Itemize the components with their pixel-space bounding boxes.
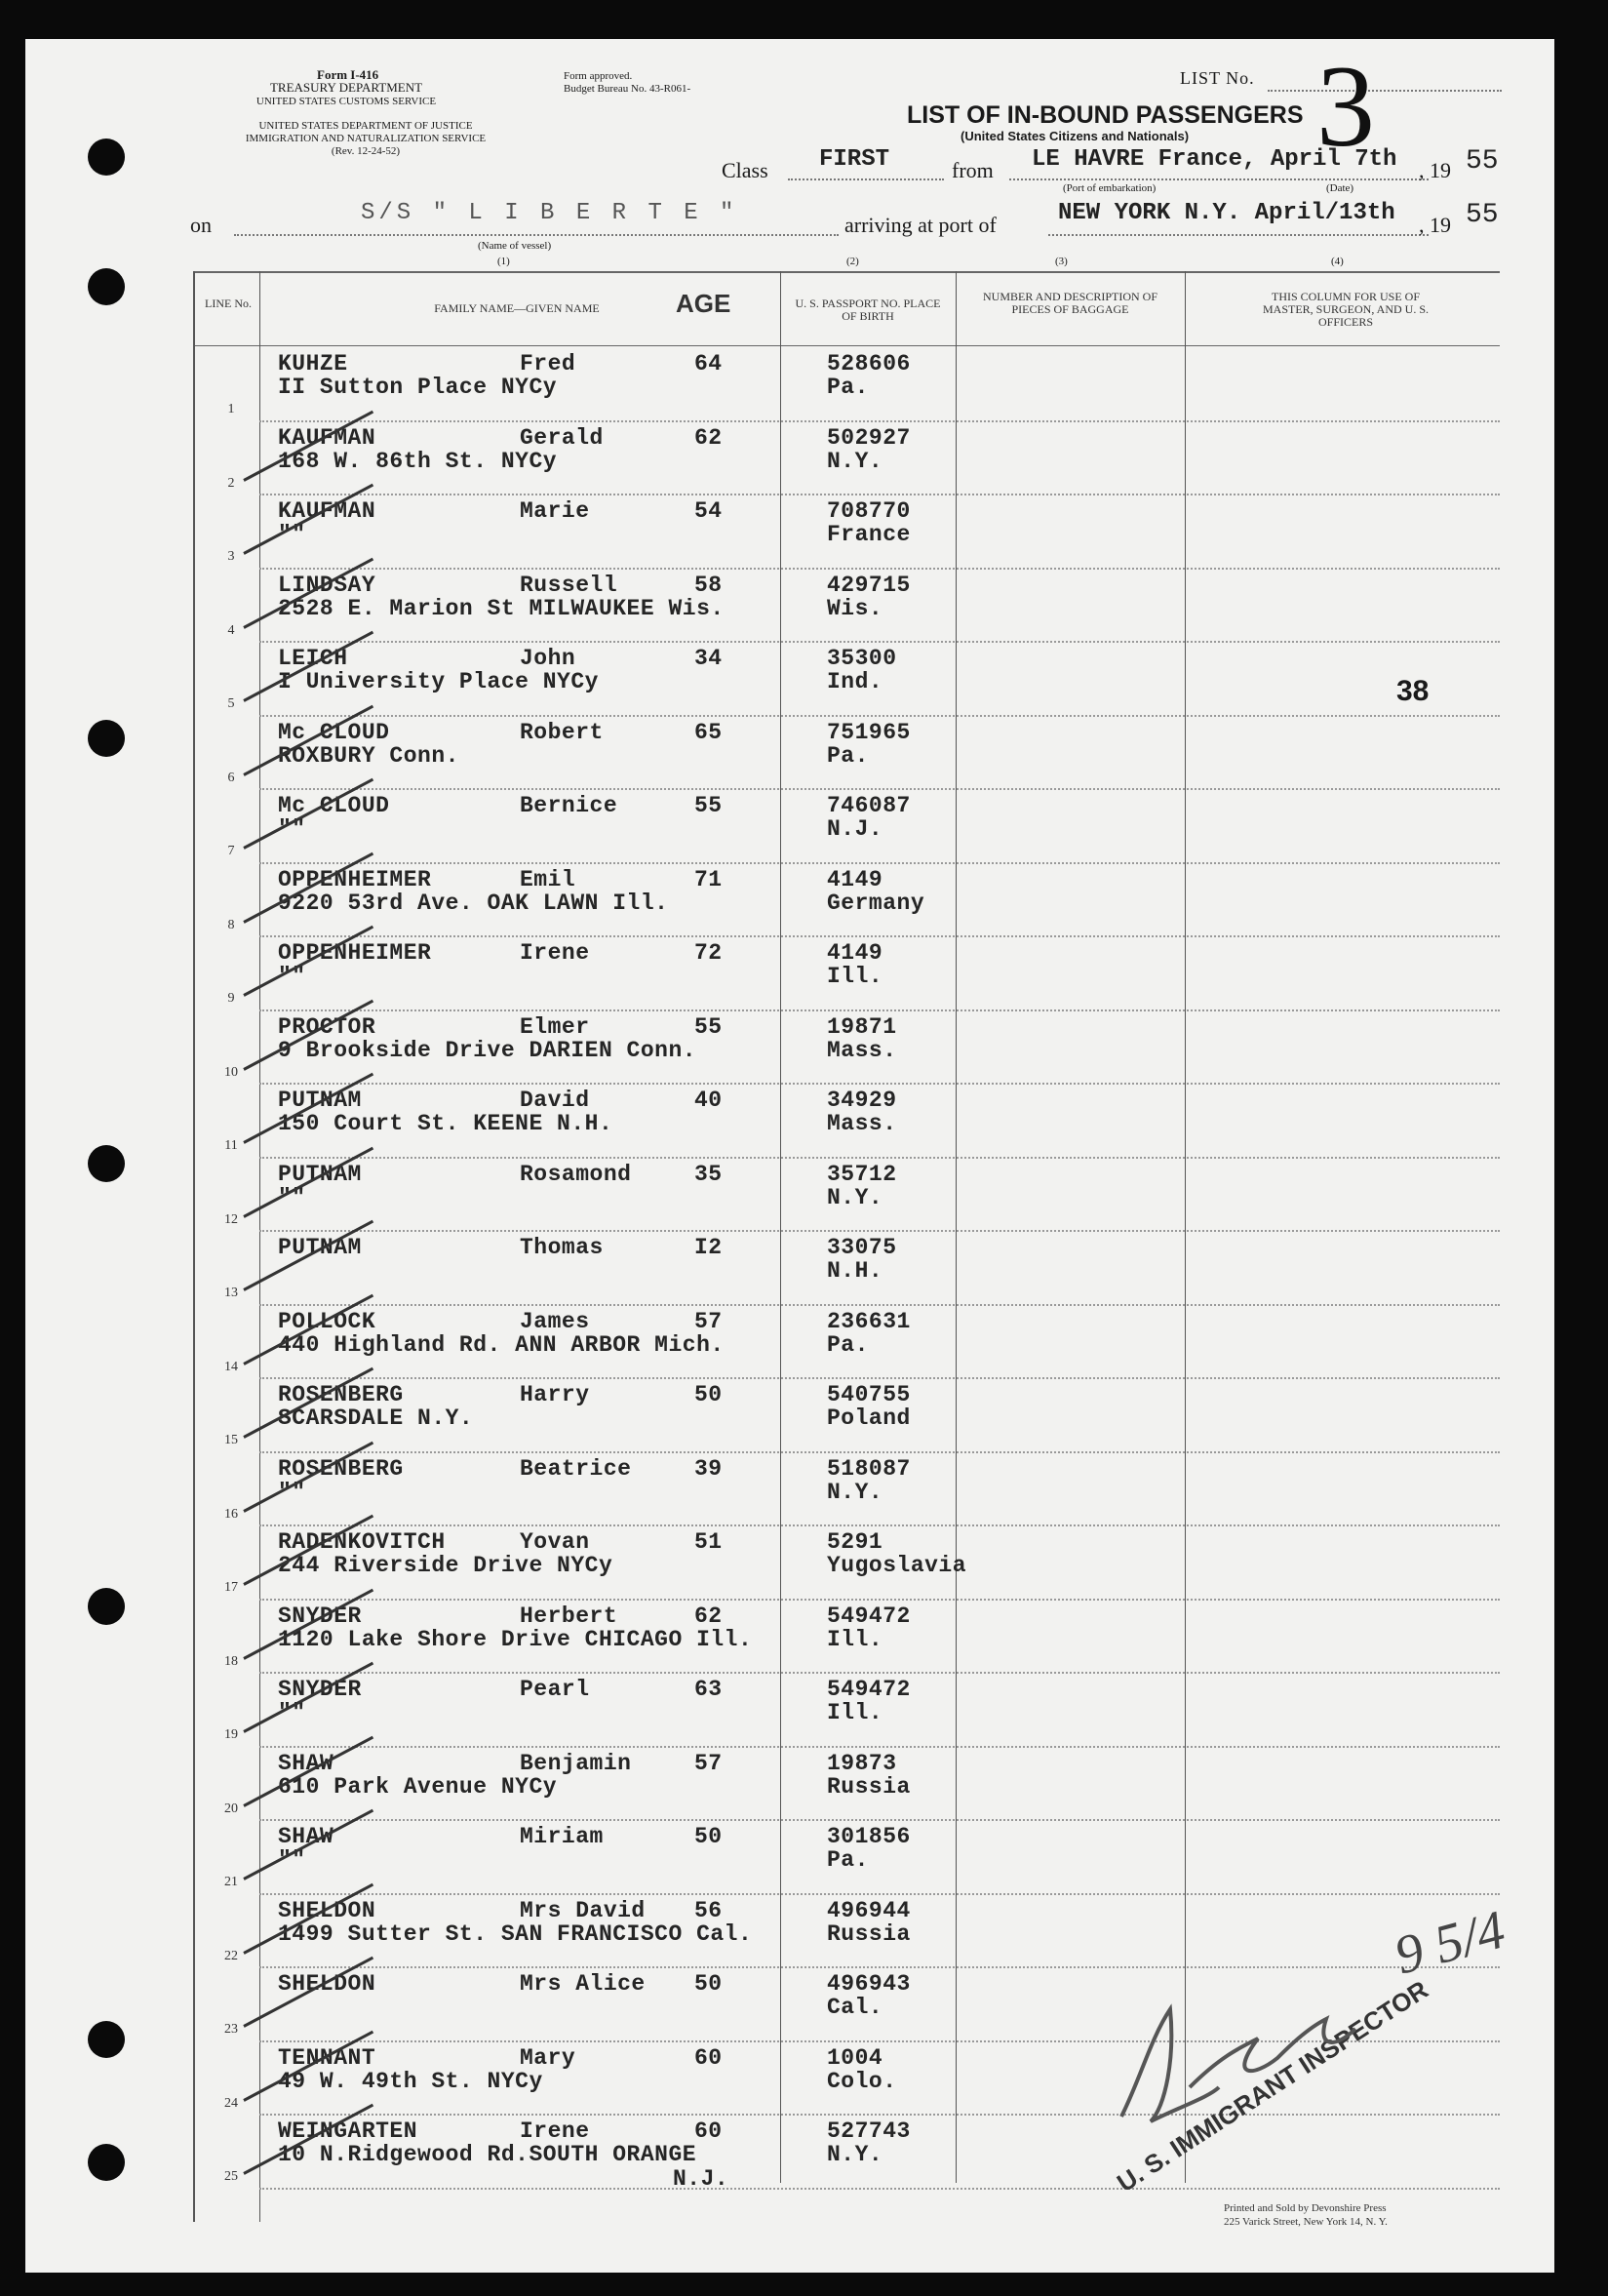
- passenger-address: 244 Riverside Drive NYCy: [278, 1553, 613, 1578]
- passport-number: 35712: [827, 1161, 897, 1187]
- passport-number: 549472: [827, 1677, 911, 1702]
- place-of-birth: Mass.: [827, 1037, 897, 1063]
- printer-line-1: Printed and Sold by Devonshire Press: [1224, 2202, 1387, 2214]
- inspector-fraction: 9 5/4: [1388, 1899, 1511, 1987]
- passport-number: 496943: [827, 1971, 911, 1997]
- col-line-divider: [259, 271, 260, 2222]
- punch-hole: [88, 268, 125, 305]
- passenger-family-name: LEICH: [278, 646, 348, 671]
- form-number: Form I-416: [317, 67, 379, 82]
- margin-number: 38: [1396, 675, 1430, 707]
- passenger-address: "": [278, 1847, 306, 1873]
- passenger-given-name: Robert: [520, 719, 604, 745]
- passenger-family-name: SNYDER: [278, 1677, 362, 1702]
- passport-number: 496944: [827, 1897, 911, 1923]
- passenger-family-name: OPPENHEIMER: [278, 866, 432, 892]
- passport-number: 527743: [827, 2118, 911, 2144]
- passenger-given-name: John: [520, 646, 576, 671]
- passenger-address: 2528 E. Marion St MILWAUKEE Wis.: [278, 595, 725, 621]
- vessel-value: S/S " L I B E R T E ": [361, 200, 738, 226]
- passenger-given-name: Beatrice: [520, 1455, 632, 1482]
- place-of-birth: Ill.: [827, 1700, 883, 1725]
- class-value: FIRST: [819, 146, 890, 173]
- passenger-address: "": [278, 1479, 306, 1505]
- passenger-family-name: LINDSAY: [278, 572, 376, 598]
- punch-hole: [88, 2021, 125, 2058]
- place-of-birth: Ill.: [827, 964, 883, 989]
- place-of-birth: N.Y.: [827, 448, 883, 474]
- passenger-age: 35: [694, 1161, 723, 1187]
- passport-number: 540755: [827, 1382, 911, 1407]
- row-separator: [259, 1672, 1500, 1674]
- passenger-family-name: KAUFMAN: [278, 424, 376, 451]
- row-separator: [259, 788, 1500, 790]
- passport-number: 33075: [827, 1235, 897, 1260]
- passenger-given-name: Mary: [520, 2044, 576, 2071]
- place-of-birth: Cal.: [827, 1995, 883, 2020]
- passenger-address: "": [278, 1700, 306, 1725]
- row-separator: [259, 1304, 1500, 1306]
- ins-service: IMMIGRATION AND NATURALIZATION SERVICE: [245, 133, 487, 144]
- passenger-address: "": [278, 964, 306, 989]
- arrival-value: NEW YORK N.Y. April/13th: [1058, 200, 1395, 226]
- place-of-birth: N.H.: [827, 1258, 883, 1284]
- form-approved: Form approved.: [564, 70, 633, 82]
- place-of-birth: Poland: [827, 1405, 911, 1431]
- passenger-given-name: Herbert: [520, 1603, 618, 1629]
- passenger-given-name: Harry: [520, 1382, 590, 1407]
- passenger-given-name: Pearl: [520, 1677, 590, 1702]
- line-number: 23: [224, 2022, 238, 2037]
- header-officers: THIS COLUMN FOR USE OF MASTER, SURGEON, AND U. S. OFFICERS: [1262, 290, 1430, 329]
- passenger-family-name: OPPENHEIMER: [278, 940, 432, 966]
- passport-number: 518087: [827, 1455, 911, 1482]
- passenger-age: 63: [694, 1677, 723, 1702]
- passenger-given-name: Rosamond: [520, 1161, 632, 1187]
- line-number: 24: [224, 2095, 238, 2111]
- row-separator: [259, 1599, 1500, 1601]
- passenger-age: 60: [694, 2118, 723, 2144]
- line-number: 19: [224, 1727, 238, 1742]
- passenger-age: 55: [694, 1013, 723, 1040]
- line-number: 18: [224, 1653, 238, 1669]
- passport-number: 34929: [827, 1088, 897, 1113]
- row-separator: [259, 494, 1500, 495]
- passenger-address: II Sutton Place NYCy: [278, 375, 558, 400]
- from-line: [1009, 178, 1429, 180]
- passenger-age: 62: [694, 424, 723, 451]
- passenger-age: 55: [694, 793, 723, 818]
- passenger-given-name: Yovan: [520, 1529, 590, 1555]
- passenger-address: "": [278, 522, 306, 547]
- row-separator: [259, 1230, 1500, 1232]
- row-separator: [259, 935, 1500, 937]
- revision: (Rev. 12-24-52): [331, 145, 401, 157]
- table-top-rule: [193, 271, 1500, 273]
- line-number: 22: [224, 1948, 238, 1963]
- place-of-birth: Wis.: [827, 595, 883, 621]
- from-label: from: [952, 158, 994, 182]
- place-of-birth: Russia: [827, 1773, 911, 1800]
- passenger-age: 64: [694, 351, 723, 376]
- place-of-birth: Mass.: [827, 1111, 897, 1136]
- passenger-address: 9 Brookside Drive DARIEN Conn.: [278, 1037, 697, 1063]
- line-number: 12: [224, 1211, 238, 1227]
- list-no-label: LIST No.: [1180, 68, 1255, 88]
- header-baggage: NUMBER AND DESCRIPTION OF PIECES OF BAGGAGE: [982, 290, 1158, 316]
- passport-number: 528606: [827, 351, 911, 376]
- passenger-family-name: SNYDER: [278, 1603, 362, 1629]
- passenger-address: 9220 53rd Ave. OAK LAWN Ill.: [278, 890, 669, 916]
- year-prefix-1: , 19: [1419, 158, 1451, 182]
- line-number: 6: [227, 770, 235, 785]
- line-number: 9: [227, 991, 235, 1006]
- passenger-given-name: Thomas: [520, 1235, 604, 1260]
- place-of-birth: Pa.: [827, 375, 869, 400]
- budget-bureau: Budget Bureau No. 43-R061-: [564, 83, 691, 95]
- place-of-birth: N.J.: [827, 816, 883, 842]
- row-separator: [259, 862, 1500, 864]
- line-number: 15: [224, 1433, 238, 1447]
- place-of-birth: Pa.: [827, 1847, 869, 1873]
- passenger-address: "": [278, 1184, 306, 1210]
- row-separator: [259, 568, 1500, 570]
- line-number: 7: [227, 844, 235, 858]
- line-number: 16: [224, 1506, 238, 1522]
- row-separator: [259, 1819, 1500, 1821]
- col-ref-3: (3): [1055, 256, 1068, 267]
- passenger-address-2: N.J.: [673, 2166, 729, 2192]
- passenger-family-name: SHAW: [278, 1750, 334, 1776]
- date-caption: (Date): [1326, 182, 1354, 194]
- passenger-age: 58: [694, 572, 723, 598]
- passenger-given-name: Benjamin: [520, 1750, 632, 1776]
- passenger-address: 1120 Lake Shore Drive CHICAGO Ill.: [278, 1626, 753, 1652]
- passenger-family-name: SHELDON: [278, 1897, 376, 1923]
- arriving-label: arriving at port of: [844, 213, 997, 237]
- row-separator: [259, 420, 1500, 422]
- col-name-divider: [780, 271, 781, 2183]
- vessel-caption: (Name of vessel): [478, 240, 552, 252]
- passport-number: 236631: [827, 1308, 911, 1334]
- passenger-given-name: Marie: [520, 498, 590, 524]
- passenger-address: 150 Court St. KEENE N.H.: [278, 1111, 613, 1136]
- passenger-family-name: PUTNAM: [278, 1235, 362, 1260]
- line-number: 5: [227, 696, 235, 711]
- passenger-family-name: ROSENBERG: [278, 1382, 404, 1407]
- place-of-birth: Pa.: [827, 1331, 869, 1358]
- place-of-birth: Colo.: [827, 2068, 897, 2094]
- row-separator: [259, 641, 1500, 643]
- passenger-age: 39: [694, 1455, 723, 1482]
- line-number: 14: [224, 1359, 238, 1374]
- passenger-given-name: Mrs David: [520, 1897, 646, 1923]
- passport-number: 35300: [827, 646, 897, 671]
- passenger-family-name: KUHZE: [278, 351, 348, 376]
- punch-hole: [88, 2144, 125, 2181]
- header-age: AGE: [676, 289, 731, 318]
- col-ref-1: (1): [497, 256, 510, 267]
- passenger-address: 168 W. 86th St. NYCy: [278, 448, 558, 474]
- year-2: 55: [1466, 200, 1499, 230]
- printer-line-2: 225 Varick Street, New York 14, N. Y.: [1224, 2216, 1388, 2228]
- passport-number: 751965: [827, 719, 911, 745]
- passport-number: 1004: [827, 2044, 883, 2071]
- passenger-given-name: Emil: [520, 866, 576, 892]
- form-subtitle: (United States Citizens and Nationals): [961, 129, 1190, 143]
- passenger-age: 54: [694, 498, 723, 524]
- passenger-given-name: Bernice: [520, 793, 618, 818]
- row-separator: [259, 1377, 1500, 1379]
- from-value: LE HAVRE France, April 7th: [1032, 146, 1397, 173]
- passenger-age: 71: [694, 866, 723, 892]
- passenger-family-name: WEINGARTEN: [278, 2118, 418, 2144]
- passenger-age: 56: [694, 1897, 723, 1923]
- passport-number: 549472: [827, 1603, 911, 1629]
- punch-hole: [88, 139, 125, 176]
- list-number: 3: [1316, 41, 1375, 171]
- passenger-address: 1499 Sutter St. SAN FRANCISCO Cal.: [278, 1920, 753, 1947]
- row-separator: [259, 715, 1500, 717]
- place-of-birth: Germany: [827, 890, 925, 916]
- passport-number: 429715: [827, 572, 911, 598]
- passport-number: 746087: [827, 793, 911, 818]
- passenger-age: 62: [694, 1603, 723, 1629]
- passenger-address: "": [278, 816, 306, 842]
- place-of-birth: France: [827, 522, 911, 547]
- passenger-age: 65: [694, 719, 723, 745]
- list-no-line: [1268, 90, 1502, 92]
- line-number: 3: [227, 549, 235, 564]
- passenger-family-name: PUTNAM: [278, 1088, 362, 1113]
- place-of-birth: Ill.: [827, 1626, 883, 1652]
- justice-dept: UNITED STATES DEPARTMENT OF JUSTICE: [258, 120, 473, 132]
- line-number: 2: [227, 475, 235, 491]
- passenger-age: 57: [694, 1308, 723, 1334]
- row-separator: [259, 1451, 1500, 1453]
- place-of-birth: N.Y.: [827, 1479, 883, 1505]
- passport-number: 301856: [827, 1824, 911, 1849]
- passenger-age: 40: [694, 1088, 723, 1113]
- line-number: 17: [224, 1580, 238, 1595]
- row-separator: [259, 1893, 1500, 1895]
- line-number: 4: [227, 622, 235, 638]
- passenger-age: 34: [694, 646, 723, 671]
- line-number: 25: [224, 2169, 238, 2184]
- line-number: 21: [224, 1875, 238, 1889]
- line-number: 10: [224, 1064, 238, 1080]
- passenger-given-name: Irene: [520, 940, 590, 966]
- col-passport-divider: [956, 271, 957, 2183]
- class-line: [788, 178, 944, 180]
- passenger-family-name: PUTNAM: [278, 1161, 362, 1187]
- col-ref-4: (4): [1331, 256, 1344, 267]
- passenger-family-name: KAUFMAN: [278, 498, 376, 524]
- inspector-stamp: U. S. IMMIGRANT INSPECTOR: [1112, 1974, 1433, 2198]
- place-of-birth: Yugoslavia: [827, 1553, 967, 1578]
- passenger-age: 57: [694, 1750, 723, 1776]
- vessel-line: [234, 234, 839, 236]
- punch-hole: [88, 720, 125, 757]
- passenger-family-name: SHAW: [278, 1824, 334, 1849]
- arrival-line: [1048, 234, 1429, 236]
- passenger-family-name: Mc CLOUD: [278, 719, 390, 745]
- place-of-birth: Pa.: [827, 742, 869, 769]
- passenger-given-name: Mrs Alice: [520, 1971, 646, 1997]
- passenger-address: SCARSDALE N.Y.: [278, 1405, 474, 1431]
- passport-number: 19873: [827, 1750, 897, 1776]
- col-ref-2: (2): [846, 256, 859, 267]
- passenger-family-name: ROSENBERG: [278, 1455, 404, 1482]
- place-of-birth: Russia: [827, 1920, 911, 1947]
- passport-number: 4149: [827, 940, 883, 966]
- passenger-given-name: James: [520, 1308, 590, 1334]
- table-header-rule: [193, 345, 1500, 346]
- treasury-dept: TREASURY DEPARTMENT: [269, 80, 423, 95]
- passenger-given-name: Fred: [520, 351, 576, 376]
- row-separator: [259, 1746, 1500, 1748]
- line-number: 13: [224, 1286, 238, 1300]
- col-baggage-divider: [1185, 271, 1186, 2183]
- passenger-age: 50: [694, 1824, 723, 1849]
- passenger-given-name: Russell: [520, 572, 618, 598]
- passport-number: 708770: [827, 498, 911, 524]
- passenger-address: 10 N.Ridgewood Rd.SOUTH ORANGE: [278, 2142, 697, 2167]
- passenger-address: 440 Highland Rd. ANN ARBOR Mich.: [278, 1331, 725, 1358]
- passenger-address: 610 Park Avenue NYCy: [278, 1773, 558, 1800]
- passenger-family-name: PROCTOR: [278, 1013, 376, 1040]
- passenger-given-name: Elmer: [520, 1013, 590, 1040]
- form-title: LIST OF IN-BOUND PASSENGERS: [907, 101, 1304, 129]
- line-number: 8: [227, 917, 235, 932]
- passenger-age: I2: [694, 1235, 723, 1260]
- passenger-age: 50: [694, 1382, 723, 1407]
- row-separator: [259, 1157, 1500, 1159]
- passport-number: 4149: [827, 866, 883, 892]
- line-number: 11: [224, 1138, 238, 1153]
- passenger-address: I University Place NYCy: [278, 669, 599, 694]
- punch-hole: [88, 1588, 125, 1625]
- passenger-family-name: SHELDON: [278, 1971, 376, 1997]
- row-separator: [259, 2188, 1500, 2190]
- passport-number: 19871: [827, 1013, 897, 1040]
- passenger-age: 60: [694, 2044, 723, 2071]
- header-passport: U. S. PASSPORT NO. PLACE OF BIRTH: [795, 297, 941, 323]
- place-of-birth: N.Y.: [827, 1184, 883, 1210]
- passenger-age: 72: [694, 940, 723, 966]
- year-1: 55: [1466, 146, 1499, 177]
- passenger-family-name: RADENKOVITCH: [278, 1529, 446, 1555]
- row-separator: [259, 1524, 1500, 1526]
- passenger-address: ROXBURY Conn.: [278, 742, 459, 769]
- passenger-family-name: Mc CLOUD: [278, 793, 390, 818]
- passenger-family-name: TENNANT: [278, 2044, 376, 2071]
- passenger-given-name: Gerald: [520, 424, 604, 451]
- passport-number: 5291: [827, 1529, 883, 1555]
- on-label: on: [190, 213, 212, 237]
- customs-service: UNITED STATES CUSTOMS SERVICE: [255, 96, 437, 107]
- header-name: FAMILY NAME—GIVEN NAME: [434, 301, 600, 315]
- passenger-given-name: David: [520, 1088, 590, 1113]
- passenger-family-name: POLLOCK: [278, 1308, 376, 1334]
- line-number: 1: [227, 402, 235, 416]
- inspector-signature: [1082, 1941, 1375, 2136]
- header-line-no: LINE No.: [205, 297, 252, 310]
- punch-hole: [88, 1145, 125, 1182]
- table-left-rule: [193, 271, 195, 2222]
- year-prefix-2: , 19: [1419, 213, 1451, 237]
- passenger-age: 51: [694, 1529, 723, 1555]
- passenger-address: 49 W. 49th St. NYCy: [278, 2068, 543, 2094]
- row-separator: [259, 1083, 1500, 1085]
- place-of-birth: Ind.: [827, 669, 883, 694]
- passenger-given-name: Miriam: [520, 1824, 604, 1849]
- row-separator: [259, 1009, 1500, 1011]
- passenger-given-name: Irene: [520, 2118, 590, 2144]
- line-number: 20: [224, 1801, 238, 1816]
- class-label: Class: [722, 158, 768, 182]
- passenger-age: 50: [694, 1971, 723, 1997]
- passport-number: 502927: [827, 424, 911, 451]
- place-of-birth: N.Y.: [827, 2142, 883, 2167]
- port-caption: (Port of embarkation): [1063, 182, 1157, 194]
